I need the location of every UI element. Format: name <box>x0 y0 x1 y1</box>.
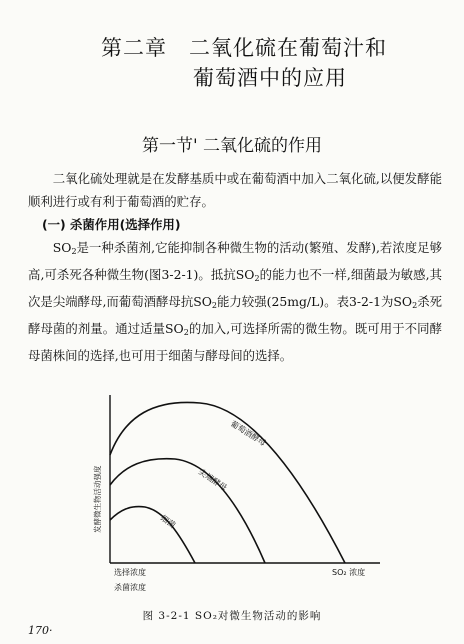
paragraph-part1: 是一种杀菌剂,它能抑制各种微生物的活动(繁殖、发酵),若浓度足够高,可杀死各种微生物(图3-2-1)。抵抗SO <box>28 240 442 282</box>
subheading-bactericidal: (一) 杀菌作用(选择作用) <box>42 217 181 232</box>
paragraph-so2 <box>28 236 442 367</box>
chapter-title-line2: 葡萄酒中的应用 <box>193 66 347 90</box>
curve-bacteria <box>110 507 195 563</box>
paragraph-part4: 杀死酵母菌的剂量。通过适量SO <box>28 294 442 336</box>
so2-subscript: 2 <box>254 274 260 283</box>
x-label-so2: SO₂ 浓度 <box>332 568 366 577</box>
label-apiculate-yeast: 尖端酵母 <box>196 467 229 493</box>
paragraph-part2: 的能力也不一样,细菌最为敏感,其次是尖端酵母,而葡萄酒酵母抗SO <box>28 267 442 309</box>
chapter-title-line1: 第二章 二氧化硫在葡萄汁和 <box>101 36 387 60</box>
x-label-selective: 选择浓度 <box>114 568 146 577</box>
so2-subscript: 2 <box>211 301 217 310</box>
so2-subscript: 2 <box>183 328 189 337</box>
x-label-bactericidal: 杀菌浓度 <box>114 583 146 592</box>
paragraph-part3: 能力较强(25mg/L)。表3-2-1为SO <box>216 294 413 309</box>
page-number: 170· <box>28 624 53 637</box>
figure-caption: 图 3-2-1 SO₂对微生物活动的影响 <box>142 610 322 622</box>
so2-subscript: 2 <box>412 301 418 310</box>
so2-text: SO <box>52 240 72 255</box>
curve-apiculate-yeast <box>110 459 265 563</box>
section-title: 第一节' 二氧化硫的作用 <box>141 136 323 156</box>
so2-activity-figure <box>80 385 400 605</box>
so2-subscript: 2 <box>71 247 77 256</box>
y-axis-label: 发酵微生物活动强度 <box>93 465 102 533</box>
label-bacteria: 细菌 <box>158 513 178 531</box>
label-wine-yeast: 葡萄酒酵母 <box>228 419 268 448</box>
curve-wine-yeast <box>110 402 345 563</box>
paragraph-part5: 的加入,可选择所需的微生物。既可用于不同酵母菌株间的选择,也可用于细菌与酵母间的选择。 <box>28 321 442 363</box>
paragraph-intro: 二氧化硫处理就是在发酵基质中或在葡萄酒中加入二氧化硫,以便发酵能顺利进行或有利于葡萄酒的贮存。 <box>28 171 442 209</box>
